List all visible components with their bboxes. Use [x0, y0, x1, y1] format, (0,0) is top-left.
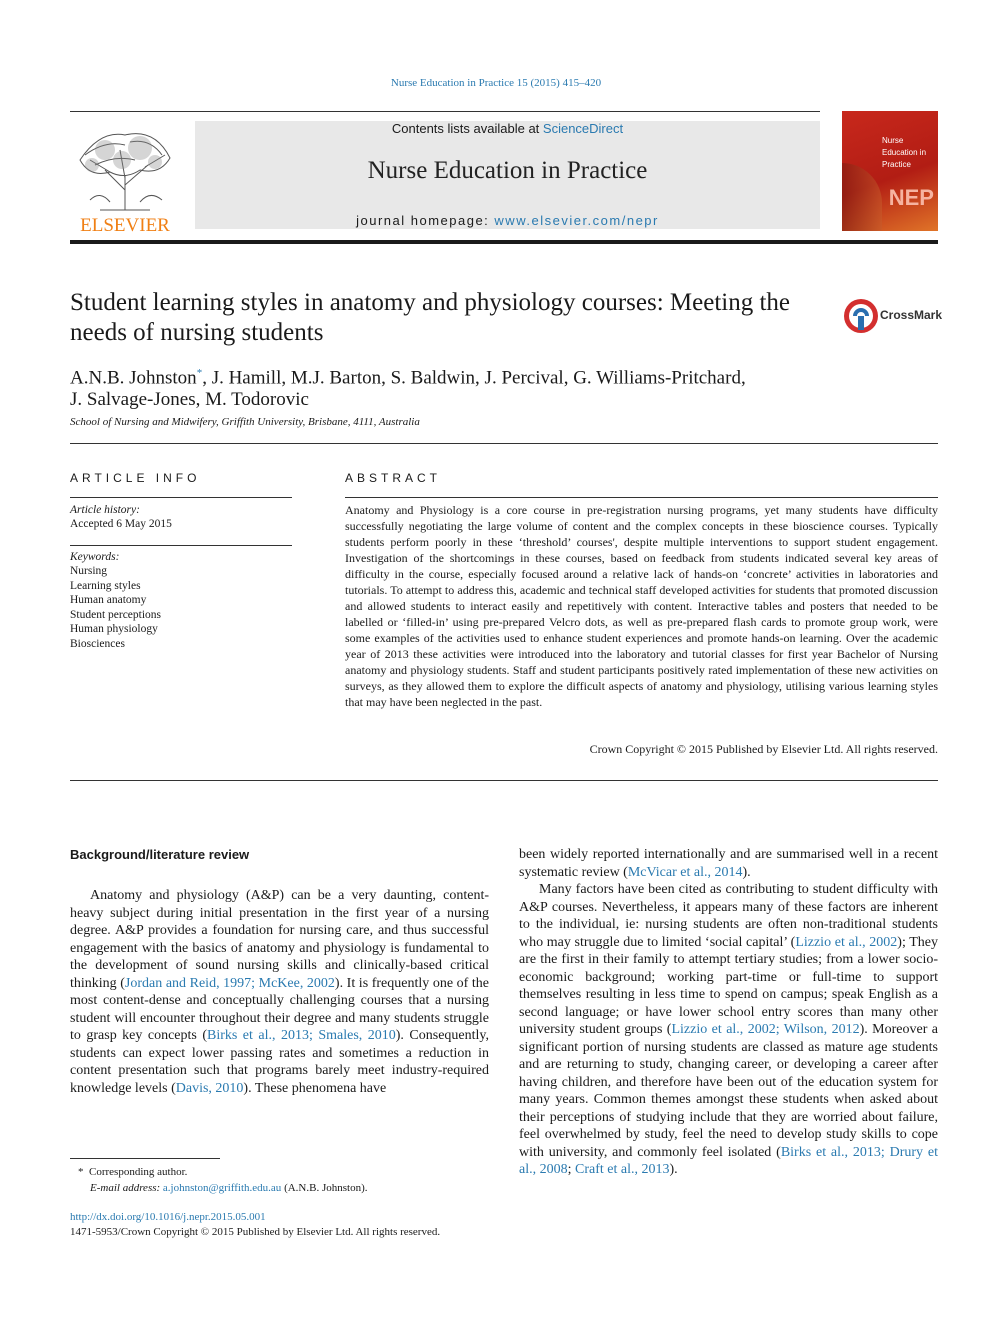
publisher-wordmark: ELSEVIER	[80, 215, 170, 235]
abstract-rule	[345, 497, 938, 498]
cover-title-line: Practice	[882, 160, 911, 169]
journal-homepage-link[interactable]: www.elsevier.com/nepr	[494, 213, 659, 228]
author-list-line2: J. Salvage-Jones, M. Todorovic	[70, 389, 309, 411]
paragraph-text: ). It is frequently one of the most content-dense and conceptually challenging courses that a nursing student will encounter throughout their degree and many students struggle to grasp key concepts (	[70, 975, 489, 1043]
paragraph-text: been widely reported internationally and are summarised well in a recent systematic review (	[519, 847, 938, 880]
footnote-star: *	[78, 1166, 84, 1178]
email-link[interactable]: a.johnston@griffith.edu.au	[162, 1182, 282, 1194]
corresponding-author-note: Corresponding author.	[89, 1166, 188, 1178]
section-rule	[70, 780, 938, 781]
abstract-heading: ABSTRACT	[345, 471, 442, 485]
article-title: Student learning styles in anatomy and physiology courses: Meeting the needs of nursing students	[70, 289, 791, 346]
doi-link[interactable]: http://dx.doi.org/10.1016/j.nepr.2015.05.001	[70, 1211, 266, 1223]
citation-link[interactable]: Birks et al., 2013; Drury et al., 2008	[519, 1144, 938, 1177]
section-title: Background/literature review	[70, 847, 250, 862]
paragraph-text: ). These phenomena have	[243, 1080, 387, 1096]
citation-link[interactable]: Birks et al., 2013; Smales, 2010	[206, 1028, 396, 1043]
author-list-line1: A.N.B. Johnston	[70, 367, 197, 389]
body-column-right	[519, 846, 938, 1179]
journal-homepage-line	[195, 213, 820, 228]
corresponding-author-marker[interactable]: *	[196, 367, 203, 379]
section-rule	[70, 443, 938, 444]
paragraph-text: ); They are the first in their family to attempt tertiary studies; from a lower socio-economic background; working part-time or full-time to support themselves resulting in less time to spend on campus; speak English as a second language; or have lower school entry scores than many other university student groups (	[519, 934, 939, 1037]
article-info-rule	[70, 497, 292, 498]
keyword-item: Human physiology	[70, 623, 158, 635]
body-column-left	[70, 846, 489, 1097]
author-affiliation: School of Nursing and Midwifery, Griffith University, Brisbane, 4111, Australia	[70, 416, 420, 428]
cover-title-line: Nurse	[882, 136, 904, 145]
abstract-copyright: Crown Copyright © 2015 Published by Elsevier Ltd. All rights reserved.	[589, 742, 938, 756]
keyword-item: Biosciences	[70, 637, 125, 650]
paragraph-text: ). Consequently, students can expect lower passing rates and sometimes a reduction in content presentation such that programs barely meet industry-required knowledge levels (	[70, 1028, 489, 1096]
header-thick-rule	[70, 240, 938, 244]
citation-link[interactable]: Davis, 2010	[175, 1080, 244, 1096]
citation-link[interactable]: Craft et al., 2013	[575, 1162, 670, 1177]
citation-link[interactable]: Jordan and Reid, 1997; McKee, 2002	[124, 975, 335, 991]
author-list-line1-rest: , J. Hamill, M.J. Barton, S. Baldwin, J. Percival, G. Williams-Pritchard,	[202, 367, 746, 389]
cover-title-line: Education in	[882, 148, 927, 157]
email-suffix: (A.N.B. Johnston).	[281, 1182, 368, 1194]
journal-citation[interactable]: Nurse Education in Practice 15 (2015) 415–420	[390, 77, 602, 89]
contents-prefix: Contents lists available at	[391, 121, 543, 136]
cover-abbreviation: NEP	[888, 185, 934, 210]
keyword-item: Student perceptions	[70, 608, 162, 621]
issn-copyright: 1471-5953/Crown Copyright © 2015 Published by Elsevier Ltd. All rights reserved.	[70, 1226, 441, 1238]
elsevier-tree-logo	[70, 120, 180, 235]
footnote-email	[90, 1182, 367, 1194]
contents-available-line	[195, 121, 820, 136]
article-info-heading: ARTICLE INFO	[70, 471, 201, 485]
paragraph-text: ;	[567, 1162, 575, 1177]
footnote-rule	[70, 1158, 220, 1159]
cover-title	[882, 135, 936, 171]
paragraph-text: Many factors have been cited as contributing to student difficulty with A&P courses. Nevertheless, it appears many of these factors are inherent to the individual, ie: nursing students are often non-traditional students who may struggle due to limited ‘social capital’ (	[519, 882, 938, 950]
keyword-item: Learning styles	[70, 579, 141, 592]
paragraph-text: Anatomy and physiology (A&P) can be a very daunting, content-heavy subject during initial presentation in the first year of a nursing degree. A&P provides a foundation for nursing care, and thus successful engagement with the basics of anatomy and physiology is fundamental to the development of sound nursing skills and clinically-based critical thinking (	[70, 888, 489, 991]
citation-link[interactable]: McVicar et al., 2014	[627, 864, 743, 880]
keyword-item: Human anatomy	[70, 594, 147, 606]
article-info-rule	[70, 545, 292, 546]
crossmark-label[interactable]: CrossMark	[880, 308, 943, 322]
body-paragraph	[70, 887, 489, 1097]
keywords-list	[70, 564, 161, 651]
sciencedirect-link[interactable]: ScienceDirect	[542, 121, 624, 136]
cover-artwork	[842, 163, 882, 231]
header-rule	[70, 111, 820, 112]
homepage-prefix: journal homepage:	[356, 213, 495, 228]
body-paragraph	[519, 846, 938, 881]
keywords-label: Keywords:	[70, 551, 120, 563]
citation-link[interactable]: Lizzio et al., 2002; Wilson, 2012	[671, 1022, 860, 1037]
abstract-text: Anatomy and Physiology is a core course in pre-registration nursing programs, yet many students have difficulty successfully negotiating the large volume of content and the complex concepts in these bioscience courses. Typically students perform poorly in these ‘threshold’ courses', despite multiple interventions to support student engagement. Investigation of the shortcomings in these courses, based on feedback from students indicated several key areas of difficulty in the course, especially focused around a relative lack of hands-on ‘concrete’ activities in laboratories and tutorials. To attempt to address this, academic and technical staff developed activities for students that promoted discussion and allowed students to interact easily and repetitively with content. Interactive tables and posters that needed to be labelled or ‘filled-in’ using pre-prepared Velcro dots, as well as pre-prepared flash cards to promote group work, were some examples of the activities used to enhance student experiences and promote hands-on learning. Over the academic year of 2013 these activities were introduced into the laboratory and tutorial classes for first year Bachelor of Nursing anatomy and physiology students. Staff and student participants positively rated implementation of these new activities on surveys, as they allowed them to explore the difficult aspects of anatomy and physiology, utilising various learning styles that may have been neglected in the past.	[345, 503, 938, 709]
journal-title: Nurse Education in Practice	[367, 157, 648, 184]
paragraph-text: ).	[742, 864, 751, 880]
body-paragraph	[519, 881, 938, 1179]
email-label: E-mail address:	[90, 1182, 161, 1194]
article-history-label: Article history:	[70, 504, 140, 516]
paragraph-text: ). Moreover a significant portion of nursing students are classed as mature age students and are returning to study, changing career, or developing a career after having children, and therefore have been out of the education system for many years. Common themes amongst these students when asked about their perceptions of studying include that they are worried about failure, feel overwhelmed by study, feel the need to develop study skills to cope with university, and commonly feel isolated (	[519, 1022, 938, 1160]
citation-link[interactable]: Lizzio et al., 2002	[795, 934, 898, 950]
author-list	[70, 362, 830, 411]
paragraph-text: ).	[669, 1162, 678, 1177]
journal-cover-thumbnail[interactable]	[842, 111, 938, 231]
keyword-item: Nursing	[70, 565, 108, 577]
journal-banner	[195, 121, 820, 229]
article-history-value: Accepted 6 May 2015	[70, 518, 172, 530]
footnote-corresponding	[78, 1166, 187, 1178]
